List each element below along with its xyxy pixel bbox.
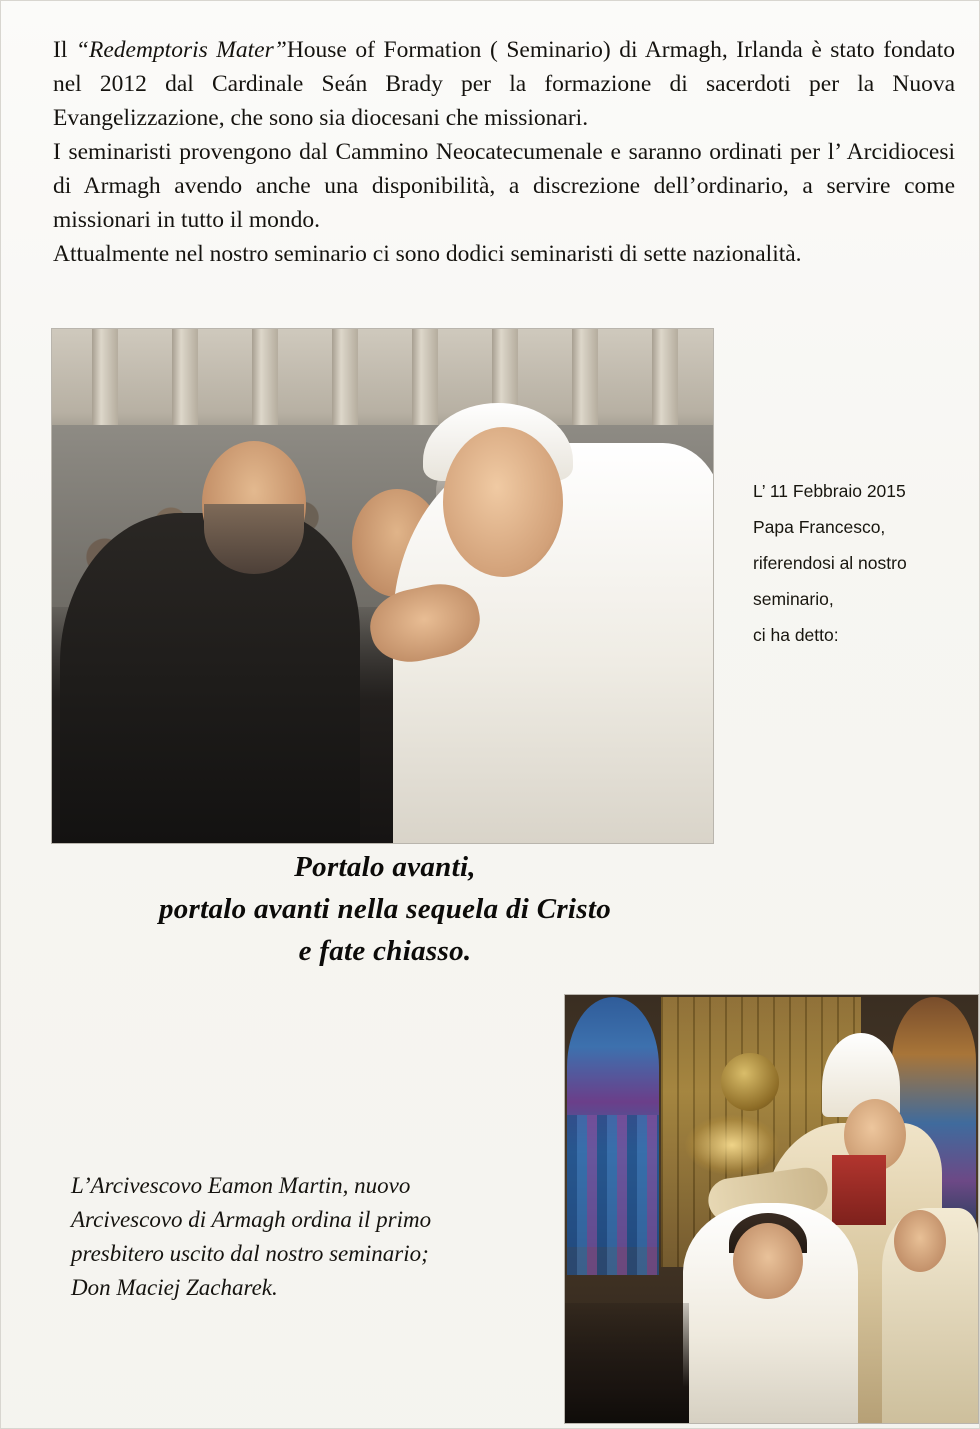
caption-bottom-line-4: Don Maciej Zacharek. xyxy=(71,1275,278,1300)
quote-line-1: Portalo avanti, xyxy=(294,851,476,883)
person-priest-black-clergy xyxy=(60,513,360,843)
caption-right-line-5: ci ha detto: xyxy=(753,625,839,645)
quote-line-2: portalo avanti nella sequela di Cristo xyxy=(158,893,612,925)
caption-bottom-line-3: presbitero uscito dal nostro seminario; xyxy=(71,1241,429,1266)
intro-text-after-title: House of Formation ( Seminario) di Armagh, Irlanda è stato fondato nel 2012 dal Cardinale Seán Brady per la formazione di sacerdoti per la Nuova Evangelizzazione, che sono sia diocesani che missionari. xyxy=(53,37,956,131)
stained-glass-window-left-lower xyxy=(567,1115,659,1275)
face-ordinand xyxy=(733,1223,803,1299)
chandelier-light xyxy=(685,1115,779,1175)
caption-right-line-4: seminario, xyxy=(753,589,834,609)
caption-ordination-photo xyxy=(71,1169,541,1305)
face-assisting-clergy xyxy=(894,1210,946,1272)
caption-bottom-line-2: Arcivescovo di Armagh ordina il primo xyxy=(71,1207,432,1232)
intro-block-3: Attualmente nel nostro seminario ci sono dodici seminaristi di sette nazionalità. xyxy=(53,241,802,267)
caption-right-line-2: Papa Francesco, xyxy=(753,517,886,537)
intro-block-1 xyxy=(53,33,955,135)
photo-pope-francis xyxy=(51,328,714,844)
photo-foreground-pews xyxy=(565,1303,689,1423)
reredos-medallion xyxy=(721,1053,779,1111)
pope-quote xyxy=(53,846,717,972)
caption-bottom-line-1: L’Arcivescovo Eamon Martin, nuovo xyxy=(71,1173,411,1198)
red-stole xyxy=(832,1155,886,1225)
caption-pope-photo xyxy=(753,473,967,653)
caption-right-line-3: riferendosi al nostro xyxy=(753,553,907,573)
seminary-title: “Redemptoris Mater” xyxy=(75,37,287,63)
intro-text-before-title: Il xyxy=(53,37,76,63)
face-pope-francis xyxy=(443,427,563,577)
quote-line-3: e fate chiasso. xyxy=(298,935,472,967)
caption-right-line-1: L’ 11 Febbraio 2015 xyxy=(753,481,906,501)
photo-ordination xyxy=(564,994,979,1424)
intro-paragraph xyxy=(53,33,955,271)
intro-block-2: I seminaristi provengono dal Cammino Neocatecumenale e saranno ordinati per l’ Arcidiocesi di Armagh avendo anche una disponibilità, a discrezione dell’ordinario, a servire come missionari in tutto il mondo. xyxy=(53,139,955,233)
